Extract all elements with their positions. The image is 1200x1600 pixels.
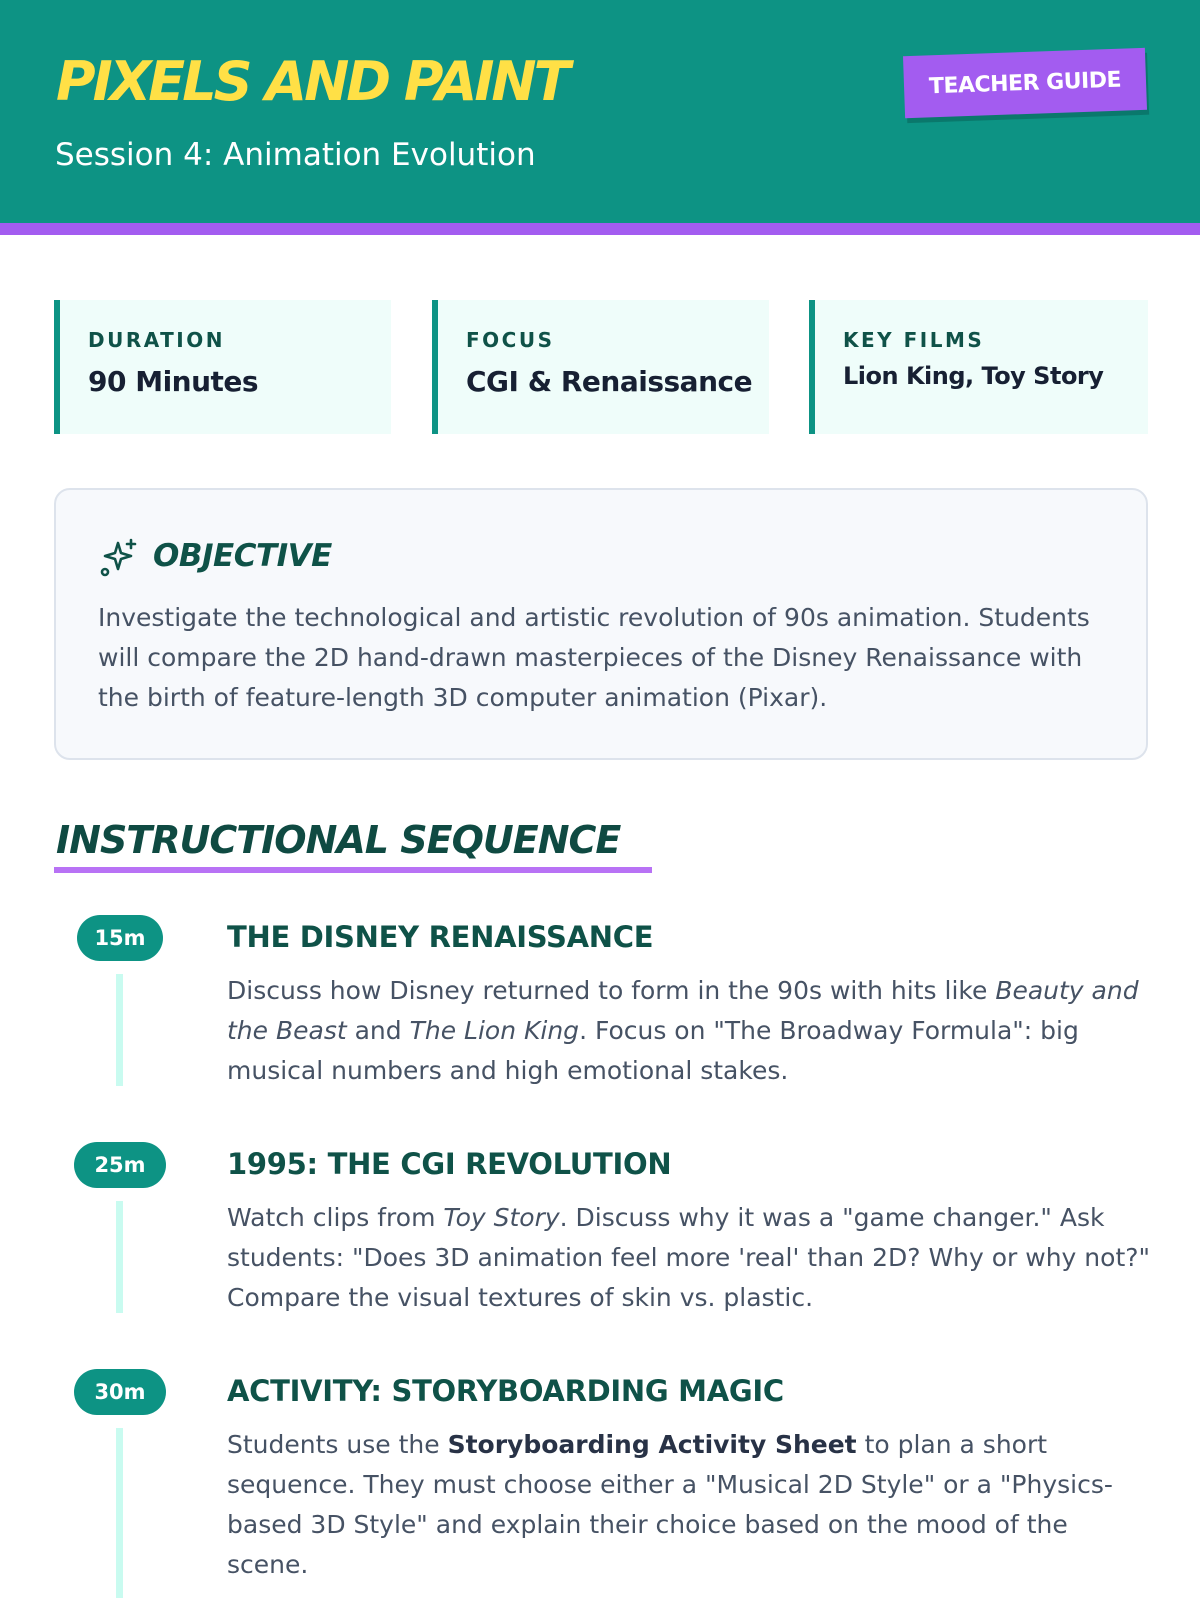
duration-pill: 25m	[74, 1142, 166, 1188]
objective-title: OBJECTIVE	[153, 538, 332, 574]
step-description	[227, 971, 1152, 1091]
step-title: THE DISNEY RENAISSANCE	[227, 920, 654, 954]
page-title: PIXELS AND PAINT	[56, 50, 568, 113]
step-title: 1995: THE CGI REVOLUTION	[227, 1147, 672, 1181]
description-text: Students use the	[227, 1430, 448, 1459]
objective-box	[54, 488, 1148, 760]
timeline-line	[116, 1428, 123, 1598]
info-label: DURATION	[88, 328, 225, 352]
info-card-duration	[54, 300, 391, 434]
description-text: Discuss how Disney returned to form in the 90s with hits like	[227, 976, 996, 1005]
film-title-text: Beauty and the Beast	[227, 976, 1139, 1045]
info-card-key-films	[809, 300, 1148, 434]
duration-pill: 15m	[77, 915, 163, 961]
info-value: CGI & Renaissance	[466, 365, 753, 398]
description-text: . Focus on "The Broadway Formula": big musical numbers and high emotional stakes.	[227, 1016, 1079, 1085]
section-underline	[54, 867, 652, 873]
step-title: ACTIVITY: STORYBOARDING MAGIC	[227, 1374, 784, 1408]
step-description	[227, 1198, 1152, 1318]
description-text: . Discuss why it was a "game changer." Ask students: "Does 3D animation feel more 'real' than 2D? Why or why not?" Compare the visual textures of skin vs. plastic.	[227, 1203, 1151, 1312]
film-title-text: The Lion King	[409, 1016, 580, 1045]
info-value: 90 Minutes	[88, 365, 259, 398]
film-title-text: Toy Story	[443, 1203, 560, 1232]
description-text: Watch clips from	[227, 1203, 444, 1232]
emphasis-text: Storyboarding Activity Sheet	[447, 1430, 857, 1459]
timeline-line	[116, 974, 123, 1086]
info-value: Lion King, Toy Story	[843, 362, 1104, 390]
description-text: and	[346, 1016, 410, 1045]
section-title: INSTRUCTIONAL SEQUENCE	[56, 818, 621, 862]
info-card-focus	[432, 300, 769, 434]
objective-text: Investigate the technological and artistic revolution of 90s animation. Students will compare the 2D hand-drawn masterpieces of the Disney Renaissance with the birth of feature-length 3D computer animation (Pixar).	[98, 603, 1090, 712]
header-band	[0, 0, 1200, 235]
info-label: KEY FILMS	[843, 328, 985, 352]
duration-pill: 30m	[74, 1369, 166, 1415]
teacher-guide-badge: TEACHER GUIDE	[903, 48, 1147, 118]
session-subtitle: Session 4: Animation Evolution	[55, 137, 536, 173]
info-label: FOCUS	[466, 328, 555, 352]
description-text: to plan a short sequence. They must choose either a "Musical 2D Style" or a "Physics-based 3D Style" and explain their choice based on the mood of the scene.	[227, 1430, 1113, 1579]
sparkles-icon	[98, 537, 138, 577]
step-description	[227, 1425, 1152, 1585]
timeline-line	[116, 1201, 123, 1313]
